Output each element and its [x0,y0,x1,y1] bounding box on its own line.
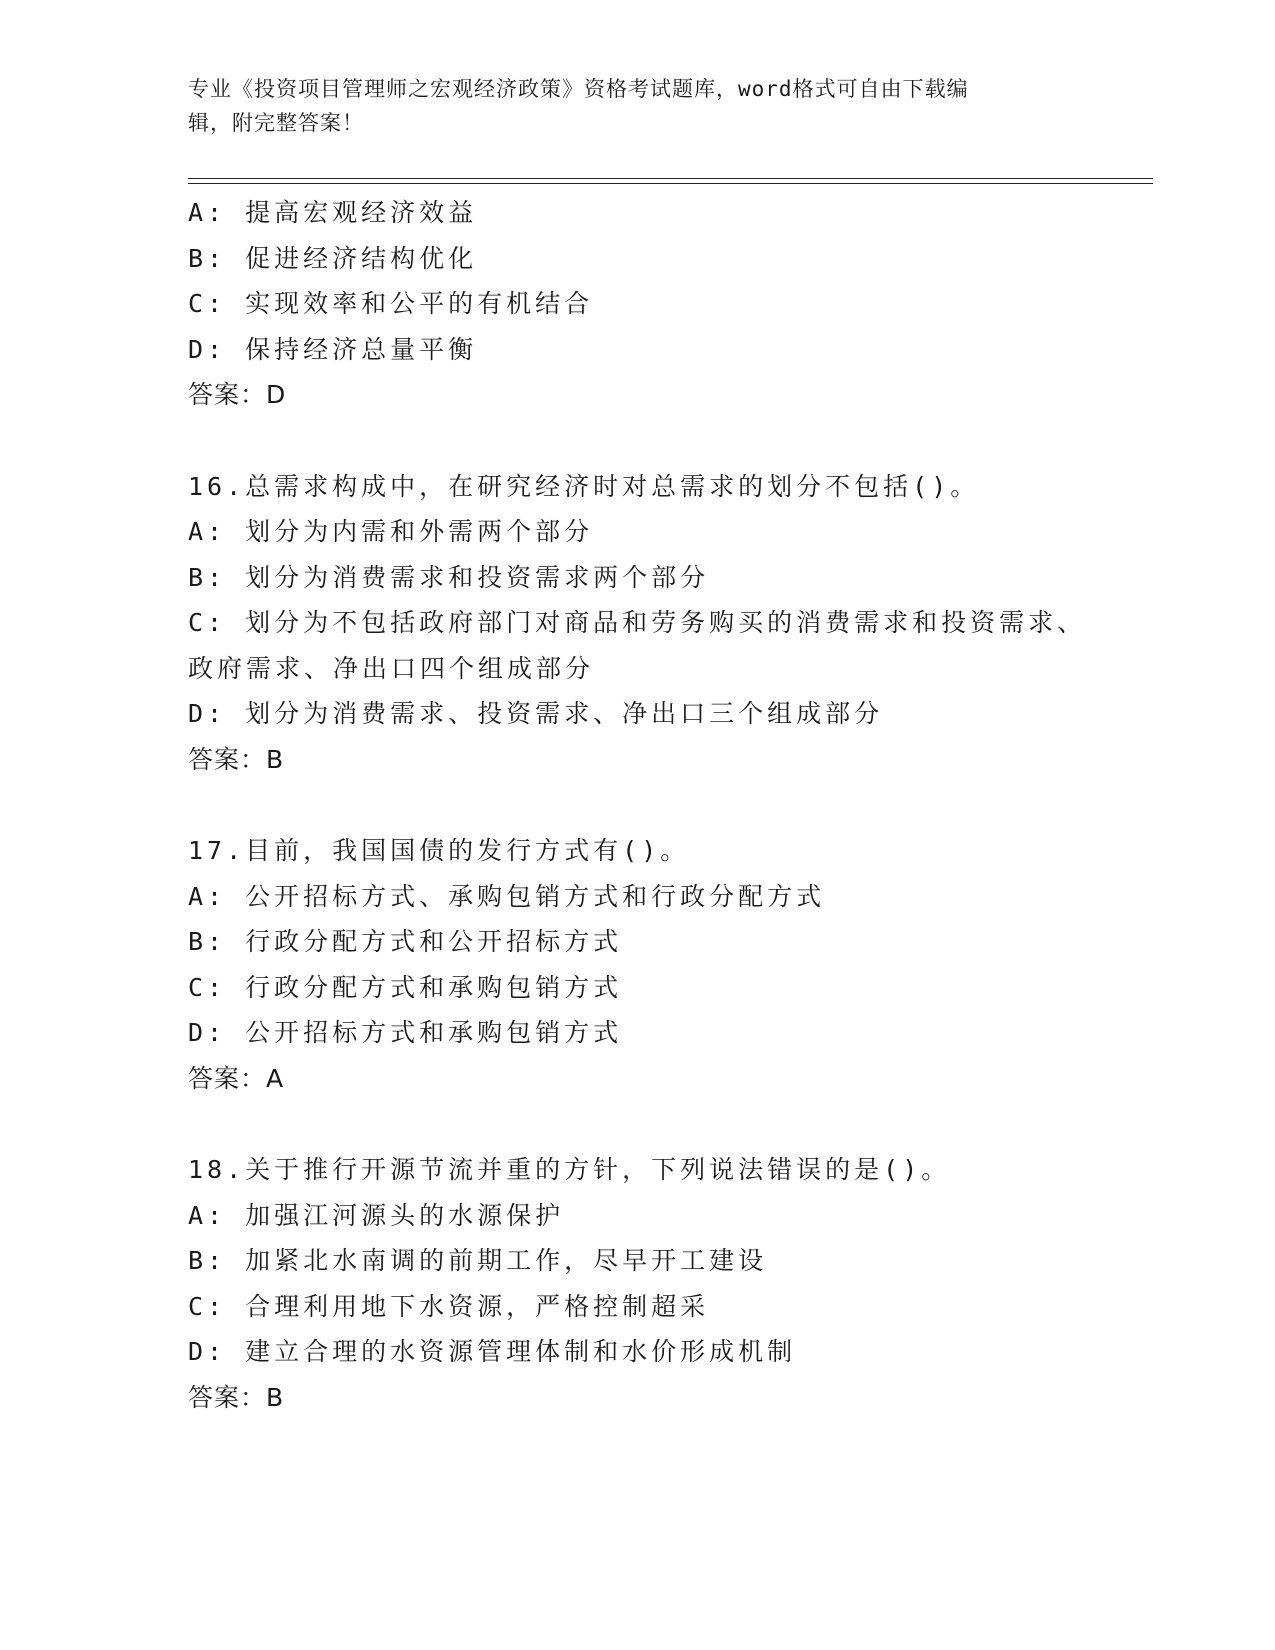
header-line-1: 专业《投资项目管理师之宏观经济政策》资格考试题库，word格式可自由下载编 [188,77,969,101]
option-c-continued: 政府需求、净出口四个组成部分 [188,653,595,683]
option-a: A: 划分为内需和外需两个部分 [188,517,594,546]
option-c: C: 实现效率和公平的有机结合 [188,289,594,318]
header-rule-bottom [188,183,1153,184]
header-line-2: 辑，附完整答案！ [188,111,364,135]
option-d: D: 建立合理的水资源管理体制和水价形成机制 [188,1337,797,1366]
question-list [188,190,1088,1420]
option-b: B: 行政分配方式和公开招标方式 [188,927,623,956]
answer: 答案：D [188,380,287,409]
option-c: C: 合理利用地下水资源，严格控制超采 [188,1291,710,1321]
spacer [188,782,1088,828]
option-c: C: 行政分配方式和承购包销方式 [188,972,623,1002]
option-d: D: 保持经济总量平衡 [188,334,478,364]
option-d: D: 公开招标方式和承购包销方式 [188,1018,623,1047]
question-15-continued [188,190,1088,418]
document-header [188,72,1068,140]
spacer [188,1101,1088,1147]
question-18 [188,1147,1088,1420]
option-c: C: 划分为不包括政府部门对商品和劳务购买的消费需求和投资需求、 [188,608,1087,637]
option-b: B: 加紧北水南调的前期工作，尽早开工建设 [188,1246,768,1275]
question-16 [188,464,1088,783]
answer: 答案：A [188,1063,285,1093]
option-a: A: 提高宏观经济效益 [188,198,478,227]
answer: 答案：B [188,1382,285,1412]
option-a: A: 加强江河源头的水源保护 [188,1200,565,1230]
question-stem: 17.目前，我国国债的发行方式有()。 [188,836,690,865]
option-b: B: 促进经济结构优化 [188,243,478,273]
header-rule-top [188,178,1153,179]
question-stem: 18.关于推行开源节流并重的方针，下列说法错误的是()。 [188,1155,951,1184]
question-17 [188,828,1088,1101]
spacer [188,418,1088,464]
option-a: A: 公开招标方式、承购包销方式和行政分配方式 [188,881,826,911]
question-stem: 16.总需求构成中，在研究经济时对总需求的划分不包括()。 [188,471,980,501]
option-d: D: 划分为消费需求、投资需求、净出口三个组成部分 [188,699,884,728]
option-b: B: 划分为消费需求和投资需求两个部分 [188,562,710,592]
answer: 答案：B [188,744,285,774]
